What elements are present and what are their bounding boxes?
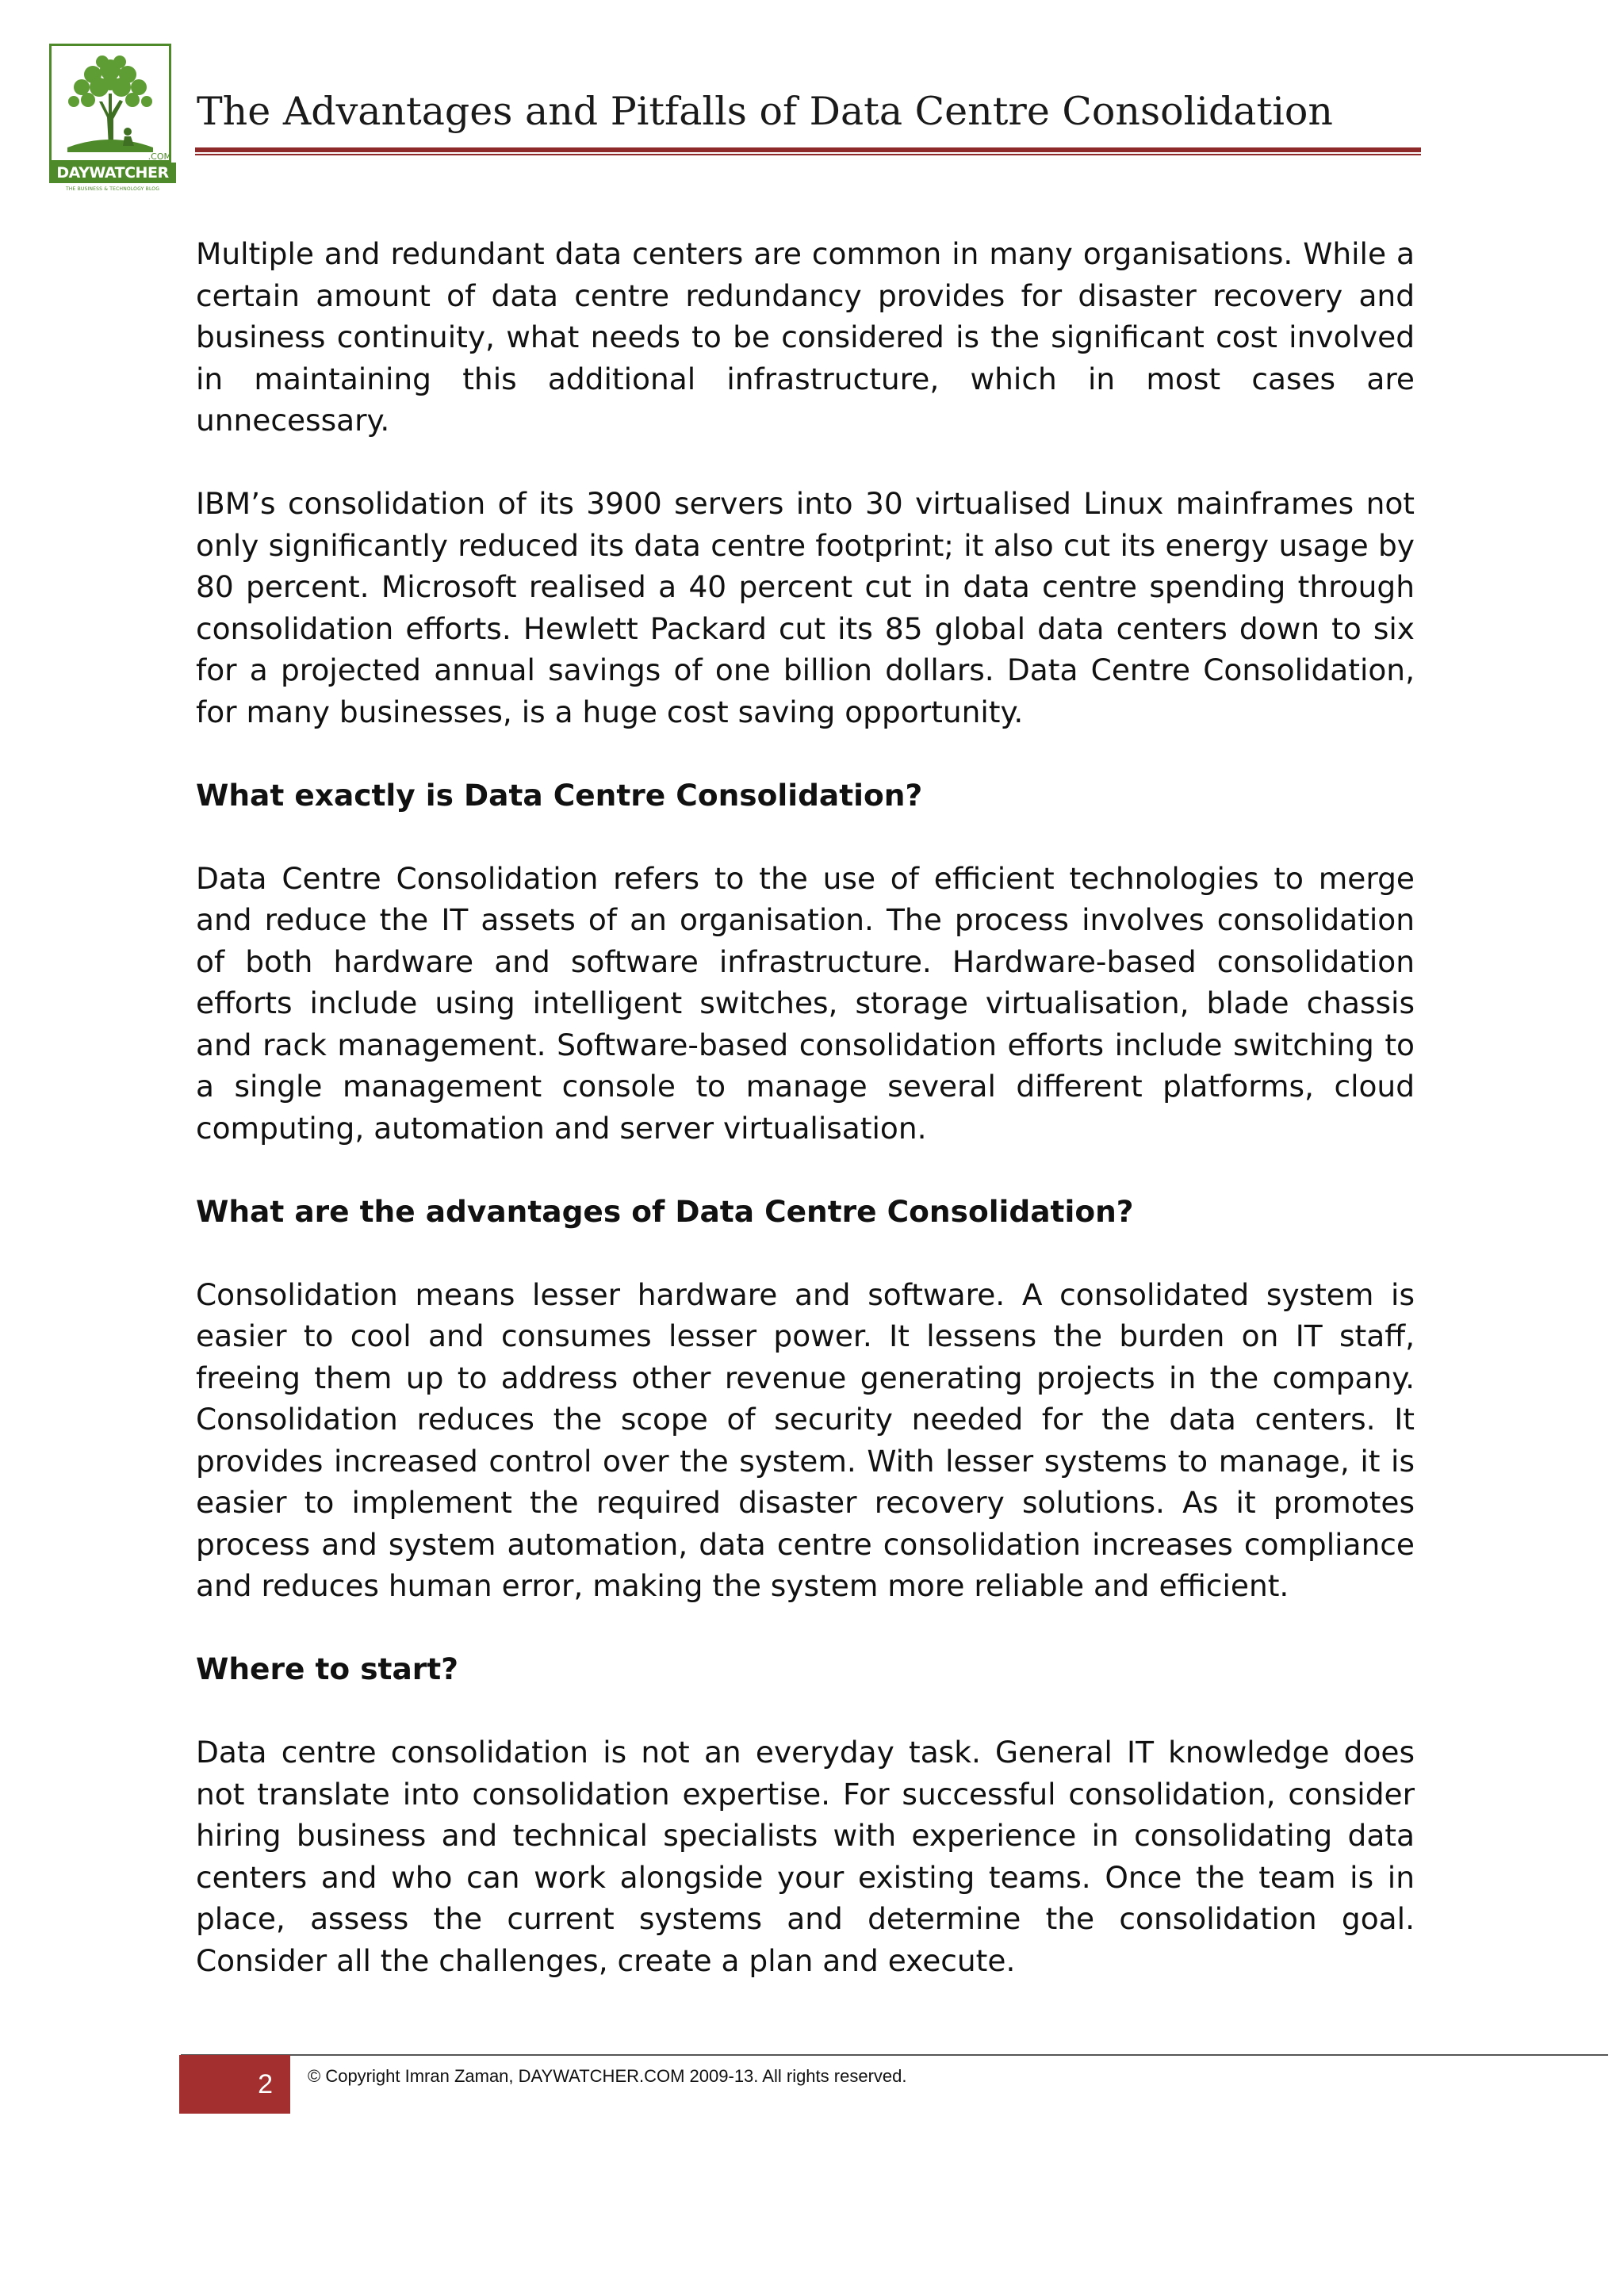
tree-logo-icon — [52, 46, 169, 160]
article-body — [196, 233, 1415, 2023]
copyright-notice: © Copyright Imran Zaman, DAYWATCHER.COM 2009-13. All rights reserved. — [308, 2066, 907, 2086]
logo-domain-suffix: .COM — [147, 151, 171, 162]
paragraph-intro: Multiple and redundant data centers are common in many organisations. While a certain amount of data centre redundancy provides for disaster recovery and business continuity, what needs to be considered is the significant cost involved in maintaining this additional infrastructure, which in most cases are unnecessary. — [196, 236, 1415, 438]
document-title: The Advantages and Pitfalls of Data Centre Consolidation — [197, 89, 1333, 134]
site-logo — [49, 44, 176, 198]
paragraph-where-to-start: Data centre consolidation is not an everyday task. General IT knowledge does not translate into consolidation expertise. For successful consolidation, consider hiring business and technical specialists with experience in consolidating data centers and who can work alongside your existing teams. Once the team is in place, assess the current systems and determine the consolidation goal. Consider all the challenges, create a plan and execute. — [196, 1735, 1415, 1978]
heading-what-is: What exactly is Data Centre Consolidation? — [196, 777, 923, 813]
heading-advantages: What are the advantages of Data Centre Consolidation? — [196, 1193, 1134, 1229]
paragraph-examples: IBM’s consolidation of its 3900 servers into 30 virtualised Linux mainframes not only significantly reduced its data centre footprint; it also cut its energy usage by 80 percent. Microsoft realised a 40 percent cut in data centre spending through consolidation efforts. Hewlett Packard cut its 85 global data centers down to six for a projected annual savings of one billion dollars. Data Centre Consolidation, for many businesses, is a huge cost saving opportunity. — [196, 486, 1415, 729]
page-number: 2 — [179, 2055, 290, 2114]
title-underline-thin — [195, 154, 1421, 155]
paragraph-advantages: Consolidation means lesser hardware and software. A consolidated system is easier to cool and consumes lesser power. It lessens the burden on IT staff, freeing them up to address other revenue generating projects in the company. Consolidation reduces the scope of security needed for the data centers. It provides increased control over the system. With lesser systems to manage, it is easier to implement the required disaster recovery solutions. As it promotes process and system automation, data centre consolidation increases compliance and reduces human error, making the system more reliable and efficient. — [196, 1276, 1415, 1603]
paragraph-definition: Data Centre Consolidation refers to the use of efficient technologies to merge and reduce the IT assets of an organisation. The process involves consolidation of both hardware and software infrastructure. Hardware-based consolidation efforts include using intelligent switches, storage virtualisation, blade chassis and rack management. Software-based consolidation efforts include switching to a single management console to manage several different platforms, cloud computing, automation and server virtualisation. — [196, 860, 1415, 1146]
logo-frame — [49, 44, 171, 163]
title-underline-thick — [195, 147, 1421, 152]
logo-brand-text: DAYWATCHER — [49, 163, 176, 183]
heading-where-to-start: Where to start? — [196, 1651, 458, 1686]
footer-divider — [181, 2054, 1608, 2056]
logo-tagline: THE BUSINESS & TECHNOLOGY BLOG — [65, 186, 160, 192]
